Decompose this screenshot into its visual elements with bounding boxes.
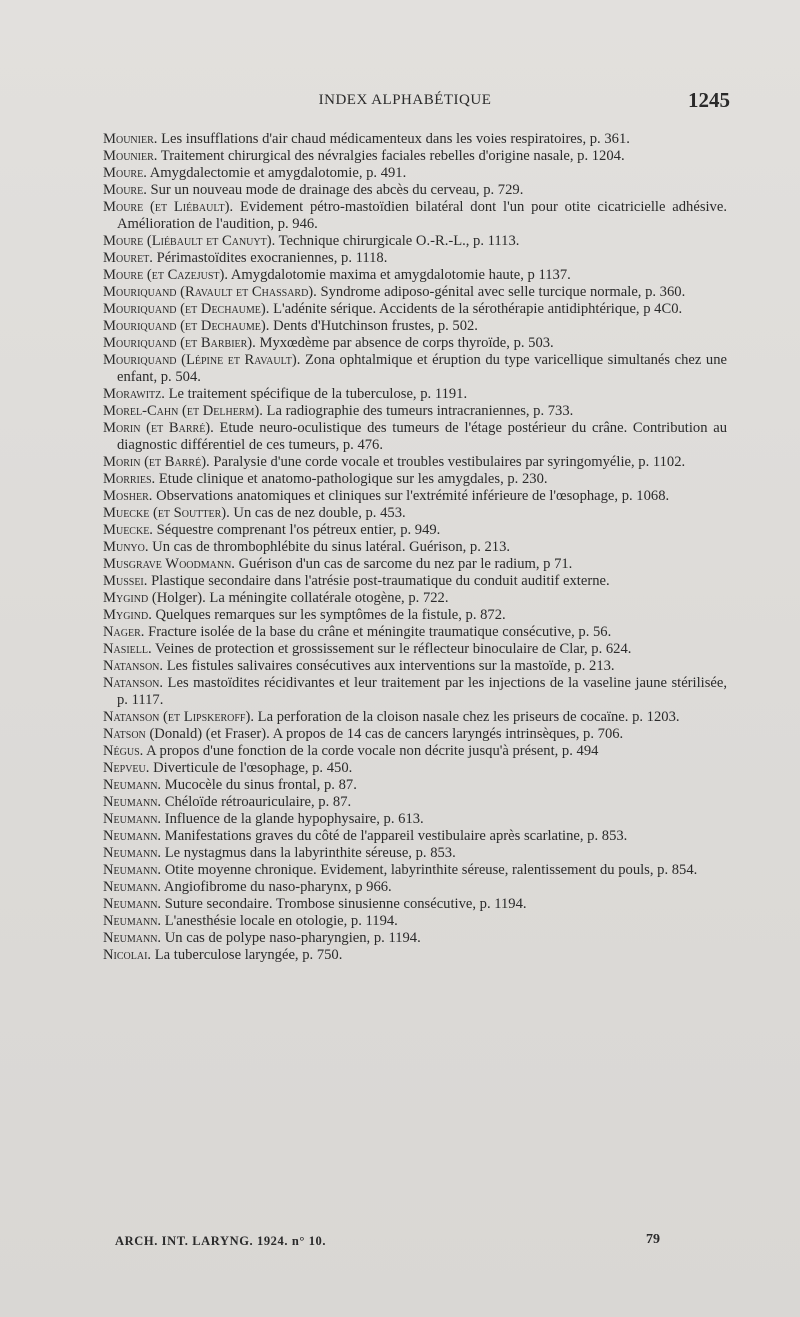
entry-author: Nager. [103, 624, 145, 640]
index-entry [103, 267, 727, 284]
entry-text: A propos d'une fonction de la corde vocale non décrite jusqu'à présent, p. 494 [146, 743, 599, 759]
index-entry [103, 828, 727, 845]
entry-text: Etude clinique et anatomo-pathologique sur les amygdales, p. 230. [158, 471, 548, 487]
entry-text: Dents d'Hutchinson frustes, p. 502. [273, 318, 478, 334]
signature-mark: 79 [646, 1232, 660, 1247]
index-entry [103, 726, 727, 743]
entry-text: Paralysie d'une corde vocale et troubles vestibulaires par syringomyélie, p. 1102. [213, 454, 686, 470]
index-entry [103, 386, 727, 403]
index-entry [103, 335, 727, 352]
entry-text: Diverticule de l'œsophage, p. 450. [153, 760, 353, 776]
entry-text: Traitement chirurgical des névralgies faciales rebelles d'origine nasale, p. 1204. [160, 148, 625, 164]
entry-author: Morawitz. [103, 386, 165, 402]
index-entry [103, 522, 727, 539]
index-entry [103, 250, 727, 267]
index-entry [103, 624, 727, 641]
page-header [80, 88, 730, 112]
entry-author: Neumann. [103, 879, 162, 895]
index-entry [103, 947, 727, 964]
entry-author: Mouriquand (Lépine et Ravault). [103, 352, 301, 368]
entry-text: Amygdalotomie maxima et amygdalotomie haute, p 1137. [230, 267, 571, 283]
entry-author: Nepveu. [103, 760, 150, 776]
entry-author: Mouriquand (et Barbier). [103, 335, 256, 351]
entry-author: Neumann. [103, 777, 162, 793]
entry-author: Munyo. [103, 539, 149, 555]
index-entry [103, 539, 727, 556]
entry-text: Les insufflations d'air chaud médicamenteux dans les voies respiratoires, p. 361. [161, 131, 630, 147]
entry-text: Le nystagmus dans la labyrinthite séreuse, p. 853. [164, 845, 456, 861]
entry-text: L'adénite sérique. Accidents de la sérothérapie antidiphtérique, p 4C0. [273, 301, 683, 317]
index-entry [103, 454, 727, 471]
index-entry [103, 352, 727, 386]
index-entry [103, 573, 727, 590]
entry-text: Otite moyenne chronique. Evidement, labyrinthite séreuse, ralentissement du pouls, p. 854. [164, 862, 698, 878]
index-entry [103, 930, 727, 947]
entry-text: (Donald) (et Fraser). A propos de 14 cas de cancers laryngés intrinsèques, p. 706. [149, 726, 624, 742]
entry-author: Morries. [103, 471, 156, 487]
index-entry [103, 403, 727, 420]
entry-text: Myxœdème par absence de corps thyroïde, p. 503. [259, 335, 554, 351]
entry-author: Neumann. [103, 862, 162, 878]
entry-author: Moure (Liébault et Canuyt). [103, 233, 276, 249]
entry-text: Un cas de nez double, p. 453. [233, 505, 406, 521]
index-entry [103, 913, 727, 930]
index-entry [103, 301, 727, 318]
index-entry [103, 165, 727, 182]
index-entry [103, 794, 727, 811]
index-entry [103, 658, 727, 675]
entry-text: Les mastoïdites récidivantes et leur traitement par les injections de la vaseline jaune stérilisée, p. 1117. [117, 675, 727, 708]
running-title: INDEX ALPHABÉTIQUE [318, 92, 492, 108]
entry-author: Neumann. [103, 794, 162, 810]
entry-author: Mouriquand (Ravault et Chassard). [103, 284, 317, 300]
entry-author: Morin (et Barré). [103, 420, 214, 436]
entry-text: Angiofibrome du naso-pharynx, p 966. [163, 879, 392, 895]
index-entry [103, 607, 727, 624]
entry-text: Etude neuro-oculistique des tumeurs de l'étage postérieur du crâne. Contribution au diagnostic différentiel de ces tumeurs, p. 476. [117, 420, 727, 453]
index-entry [103, 896, 727, 913]
index-entry [103, 709, 727, 726]
entry-author: Natson [103, 726, 146, 742]
entry-text: Syndrome adiposo-génital avec selle turcique normale, p. 360. [320, 284, 686, 300]
index-entry [103, 131, 727, 148]
entry-author: Moure. [103, 182, 147, 198]
index-entry [103, 318, 727, 335]
entry-author: Neumann. [103, 930, 162, 946]
entry-text: La radiographie des tumeurs intracraniennes, p. 733. [266, 403, 574, 419]
entry-author: Nicolai. [103, 947, 152, 963]
entry-text: Mucocèle du sinus frontal, p. 87. [164, 777, 357, 793]
entry-text: Séquestre comprenant l'os pétreux entier, p. 949. [156, 522, 441, 538]
entry-author: Négus. [103, 743, 144, 759]
entry-text: Un cas de polype naso-pharyngien, p. 1194. [164, 930, 421, 946]
entry-author: Mouriquand (et Dechaume). [103, 301, 270, 317]
entry-author: Moure (et Cazejust). [103, 267, 229, 283]
entry-author: Neumann. [103, 896, 162, 912]
entry-author: Natanson. [103, 675, 164, 691]
index-entry [103, 182, 727, 199]
entry-text: Suture secondaire. Trombose sinusienne consécutive, p. 1194. [164, 896, 527, 912]
entry-text: Plastique secondaire dans l'atrésie post-traumatique du conduit auditif externe. [151, 573, 610, 589]
index-entry [103, 675, 727, 709]
index-entry [103, 641, 727, 658]
entry-text: Le traitement spécifique de la tuberculose, p. 1191. [168, 386, 468, 402]
entry-text: Influence de la glande hypophysaire, p. 613. [164, 811, 424, 827]
index-entry [103, 556, 727, 573]
entry-author: Mussei. [103, 573, 148, 589]
entry-author: Mounier. [103, 131, 158, 147]
index-entry [103, 199, 727, 233]
entry-text: Technique chirurgicale O.-R.-L., p. 1113. [278, 233, 520, 249]
index-entry [103, 488, 727, 505]
entry-text: Un cas de thrombophlébite du sinus latéral. Guérison, p. 213. [152, 539, 511, 555]
entry-text: Manifestations graves du côté de l'appareil vestibulaire après scarlatine, p. 853. [164, 828, 628, 844]
entry-author: Mouriquand (et Dechaume). [103, 318, 270, 334]
entry-text: Fracture isolée de la base du crâne et méningite traumatique consécutive, p. 56. [148, 624, 612, 640]
entry-text: (Holger). La méningite collatérale otogène, p. 722. [151, 590, 449, 606]
entry-author: Mounier. [103, 148, 158, 164]
entry-author: Muecke (et Soutter). [103, 505, 230, 521]
index-entry [103, 743, 727, 760]
entry-text: Chéloïde rétroauriculaire, p. 87. [164, 794, 352, 810]
entry-author: Neumann. [103, 811, 162, 827]
index-entry [103, 505, 727, 522]
entry-author: Moure (et Liébault). [103, 199, 234, 215]
entry-author: Morin (et Barré). [103, 454, 210, 470]
entry-author: Mygind. [103, 607, 152, 623]
entry-text: Les fistules salivaires consécutives aux interventions sur la mastoïde, p. 213. [166, 658, 615, 674]
index-entry [103, 811, 727, 828]
entry-text: La tuberculose laryngée, p. 750. [154, 947, 343, 963]
index-entry [103, 845, 727, 862]
entry-text: Amygdalectomie et amygdalotomie, p. 491. [149, 165, 407, 181]
entry-author: Natanson. [103, 658, 164, 674]
index-entry [103, 233, 727, 250]
index-entry [103, 777, 727, 794]
journal-citation: ARCH. INT. LARYNG. 1924. n° 10. [115, 1234, 327, 1248]
index-entry [103, 148, 727, 165]
entry-text: Quelques remarques sur les symptômes de la fistule, p. 872. [155, 607, 506, 623]
entry-author: Mosher. [103, 488, 153, 504]
entry-author: Neumann. [103, 828, 162, 844]
entry-author: Natanson (et Lipskeroff). [103, 709, 255, 725]
entry-author: Neumann. [103, 845, 162, 861]
entry-text: Zona ophtalmique et éruption du type varicellique simultanés chez une enfant, p. 504. [117, 352, 728, 385]
entry-text: L'anesthésie locale en otologie, p. 1194. [164, 913, 398, 929]
index-entries [103, 131, 727, 964]
page-number: 1245 [688, 88, 730, 112]
entry-author: Mouret. [103, 250, 153, 266]
entry-text: Evidement pétro-mastoïdien bilatéral dont l'un pour otite cicatricielle adhésive. Amélioration de l'audition, p. 946. [117, 199, 727, 232]
index-entry [103, 420, 727, 454]
entry-author: Muecke. [103, 522, 153, 538]
entry-author: Musgrave Woodmann. [103, 556, 235, 572]
entry-author: Mygind [103, 590, 149, 606]
entry-author: Morel-Cahn (et Delherm). [103, 403, 263, 419]
entry-text: Sur un nouveau mode de drainage des abcès du cerveau, p. 729. [150, 182, 524, 198]
entry-text: Observations anatomiques et cliniques sur l'extrémité inférieure de l'œsophage, p. 1068. [156, 488, 670, 504]
index-entry [103, 284, 727, 301]
entry-author: Moure. [103, 165, 147, 181]
entry-text: Périmastoïdites exocraniennes, p. 1118. [156, 250, 388, 266]
entry-text: Veines de protection et grossissement sur le réflecteur binoculaire de Clar, p. 624. [155, 641, 632, 657]
entry-text: Guérison d'un cas de sarcome du nez par le radium, p 71. [238, 556, 573, 572]
index-entry [103, 862, 727, 879]
entry-text: La perforation de la cloison nasale chez les priseurs de cocaïne. p. 1203. [257, 709, 680, 725]
index-entry [103, 879, 727, 896]
index-entry [103, 760, 727, 777]
index-entry [103, 590, 727, 607]
entry-author: Nasiell. [103, 641, 152, 657]
entry-author: Neumann. [103, 913, 162, 929]
page-footer [115, 1232, 660, 1252]
index-entry [103, 471, 727, 488]
